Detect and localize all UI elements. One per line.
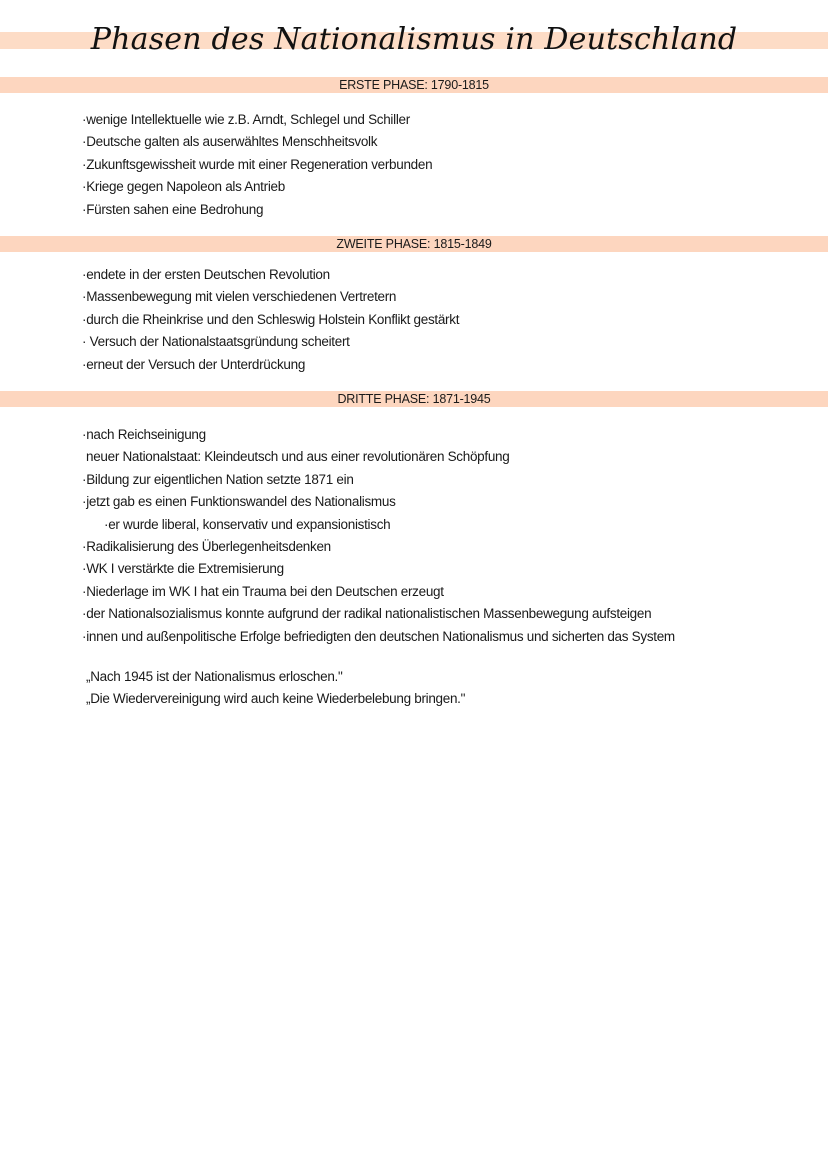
quote-line: „Die Wiedervereinigung wird auch keine Wiederbelebung bringen." — [86, 691, 466, 707]
list-item: ·er wurde liberal, konservativ und expansionistisch — [104, 516, 391, 532]
phase-1-heading: ERSTE PHASE: 1790-1815 — [339, 78, 489, 92]
list-item: ·nach Reichseinigung — [82, 427, 206, 442]
list-item: ·Kriege gegen Napoleon als Antrieb — [82, 179, 285, 195]
phase-1-list — [82, 109, 432, 221]
closing-quotes — [86, 666, 465, 711]
list-item: ·Deutsche galten als auserwähltes Menschheitsvolk — [82, 134, 378, 150]
list-item: ·Fürsten sahen eine Bedrohung — [82, 201, 264, 217]
list-item: ·WK I verstärkte die Extremisierung — [82, 561, 284, 577]
quote-line: „Nach 1945 ist der Nationalismus erloschen." — [86, 669, 343, 684]
list-item: ·Radikalisierung des Überlegenheitsdenken — [82, 538, 331, 554]
list-item: ·der Nationalsozialismus konnte aufgrund der radikal nationalistischen Massenbewegung aufsteigen — [82, 606, 652, 622]
phase-2-heading: ZWEITE PHASE: 1815-1849 — [336, 237, 492, 251]
list-item: ·Massenbewegung mit vielen verschiedenen Vertretern — [82, 289, 397, 305]
list-item: ·durch die Rheinkrise und den Schleswig Holstein Konflikt gestärkt — [82, 311, 460, 327]
list-item: ·Bildung zur eigentlichen Nation setzte 1871 ein — [82, 471, 354, 487]
list-item: ·erneut der Versuch der Unterdrückung — [82, 356, 306, 372]
list-item: ·jetzt gab es einen Funktionswandel des Nationalismus — [82, 494, 396, 510]
phase-3-heading: DRITTE PHASE: 1871-1945 — [337, 392, 491, 406]
phase-2-list — [82, 264, 459, 376]
phase-3-list — [82, 424, 675, 648]
page-title: Phasen des Nationalismus in Deutschland — [90, 22, 738, 57]
list-item: ·innen und außenpolitische Erfolge befriedigten den deutschen Nationalismus und sicherten das System — [82, 628, 675, 644]
list-item: ·Niederlage im WK I hat ein Trauma bei den Deutschen erzeugt — [82, 583, 444, 599]
list-item: ·wenige Intellektuelle wie z.B. Arndt, Schlegel und Schiller — [82, 112, 410, 127]
list-item: ·endete in der ersten Deutschen Revolution — [82, 267, 330, 282]
list-item: · Versuch der Nationalstaatsgründung scheitert — [82, 334, 350, 350]
list-item: neuer Nationalstaat: Kleindeutsch und aus einer revolutionären Schöpfung — [86, 449, 510, 465]
list-item: ·Zukunftsgewissheit wurde mit einer Regeneration verbunden — [82, 156, 433, 172]
